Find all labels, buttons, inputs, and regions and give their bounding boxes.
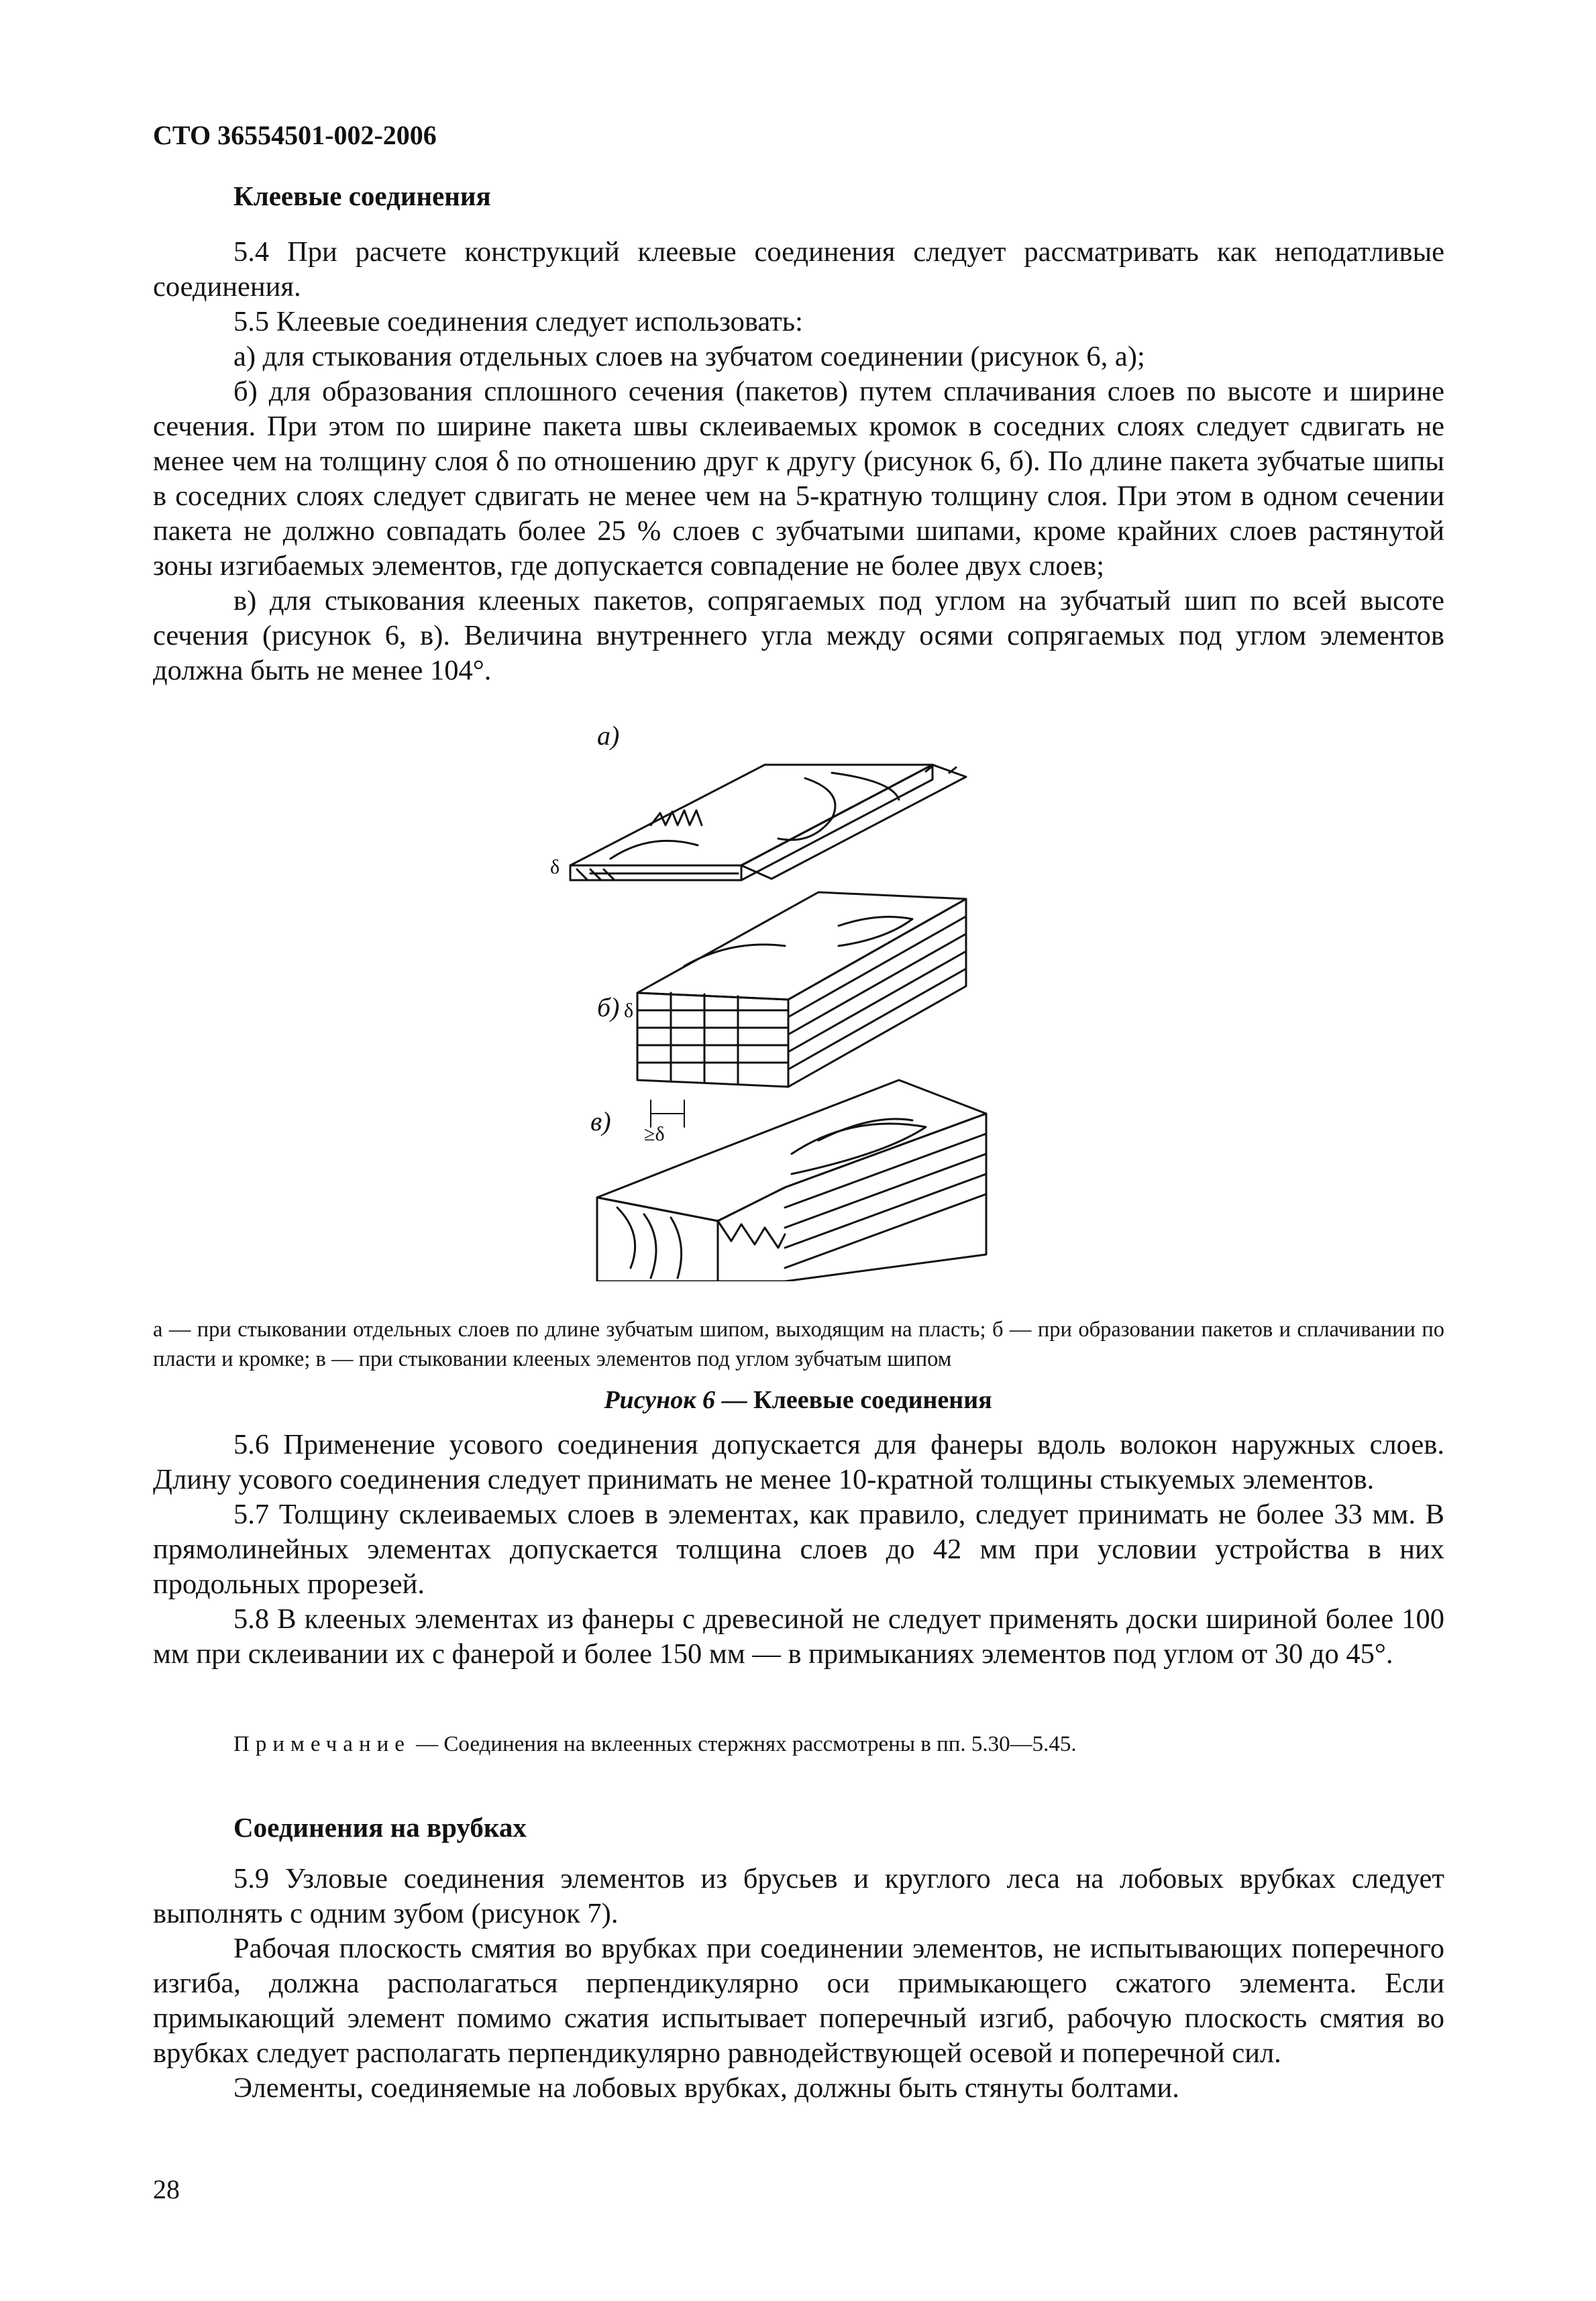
figure-delta-a: δ (550, 856, 560, 878)
figure-delta-b: δ (624, 1000, 634, 1022)
figure-6-svg (550, 725, 1047, 1281)
paragraph-5-7: 5.7 Толщину склеиваемых слоев в элементах, как правило, следует принимать не более 33 мм. В прямолинейных элементах допускается толщина слоев до 42 мм при условии устройства в них продольных прорезей. (153, 1499, 1444, 1600)
paragraph-5-8: 5.8 В клееных элементах из фанеры с древесиной не следует применять доски шириной более 100 мм при склеивании их с фанерой и более 150 мм — в примыканиях элементов под углом от 30 до 45°. (153, 1603, 1444, 1670)
figure-6-drawing (550, 725, 1047, 1281)
paragraph-5-5-v: в) для стыкования клееных пакетов, сопрягаемых под углом на зубчатый шип по всей высоте сечения (рисунок 6, в). Величина внутреннего угла между осями сопрягаемых под углом элементов должна быть не менее 104°. (153, 585, 1444, 686)
paragraph-5-5-b: б) для образования сплошного сечения (пакетов) путем сплачивания слоев по высоте и ширине сечения. При этом по ширине пакета швы склеиваемых кромок в соседних слоях следует сдвигать не менее чем на толщину слоя δ по отношению друг к другу (рисунок 6, б). По длине пакета зубчатые шипы в соседних слоях следует сдвигать не менее чем на 5-кратную толщину слоя. При этом в одном сечении пакета не должно совпадать более 25 % слоев с зубчатыми шипами, кроме крайних слоев растянутой зоны изгибаемых элементов, где допускается совпадение не более двух слоев; (153, 376, 1444, 582)
figure-delta-min: ≥δ (644, 1123, 665, 1145)
note-label: Примечание (233, 1732, 411, 1756)
text-block-notched (153, 1862, 1444, 2106)
document-code: СТО 36554501-002-2006 (153, 120, 437, 150)
paragraph-5-4: 5.4 При расчете конструкций клеевые соединения следует рассматривать как неподатливые соединения. (153, 236, 1444, 303)
paragraph-5-5: 5.5 Клеевые соединения следует использовать: (233, 306, 803, 337)
text-block-5-6-to-5-8 (153, 1428, 1444, 1672)
figure-title-text: Клеевые соединения (753, 1386, 992, 1414)
paragraph-5-6: 5.6 Применение усового соединения допускается для фанеры вдоль волокон наружных слоев. Длину усового соединения следует принимать не менее 10-кратной толщины стыкуемых элементов. (153, 1429, 1444, 1495)
text-block-glued (153, 235, 1444, 688)
figure-label-v: в) (590, 1106, 611, 1136)
paragraph-work-plane: Рабочая плоскость смятия во врубках при соединении элементов, не испытывающих поперечного изгиба, должна располагаться перпендикулярно оси примыкающего сжатого элемента. Если примыкающий элемент помимо сжатия испытывает поперечный изгиб, рабочую плоскость смятия во врубках следует располагать перпендикулярно равнодействующей осевой и поперечной сил. (153, 1933, 1444, 2069)
paragraph-bolts: Элементы, соединяемые на лобовых врубках, должны быть стянуты болтами. (233, 2072, 1179, 2104)
note (233, 1732, 1077, 1757)
figure-title-dash: — (715, 1386, 754, 1414)
section-heading-glued: Клеевые соединения (233, 180, 491, 211)
paragraph-5-5-a: а) для стыкования отдельных слоев на зубчатом соединении (рисунок 6, а); (233, 341, 1145, 372)
figure-6-title (0, 1385, 1596, 1415)
note-text: — Соединения на вклеенных стержнях рассмотрены в пп. 5.30—5.45. (410, 1732, 1077, 1756)
figure-v-angle-joint (597, 1080, 986, 1281)
page-number: 28 (153, 2174, 180, 2204)
figure-b-package (637, 892, 966, 1127)
figure-6-legend: а — при стыковании отдельных слоев по длине зубчатым шипом, выходящим на пласть; б — при образовании пакетов и сплачивании по пласти и кромке; в — при стыковании клееных элементов под углом зубчатым шипом (153, 1318, 1444, 1371)
section-heading-notched: Соединения на врубках (233, 1812, 527, 1843)
paragraph-5-9: 5.9 Узловые соединения элементов из брусьев и круглого леса на лобовых врубках следует выполнять с одним зубом (рисунок 7). (153, 1863, 1444, 1929)
figure-title-prefix: Рисунок 6 (604, 1386, 716, 1414)
figure-label-a: а) (597, 725, 620, 751)
figure-label-b: б) (597, 992, 620, 1022)
